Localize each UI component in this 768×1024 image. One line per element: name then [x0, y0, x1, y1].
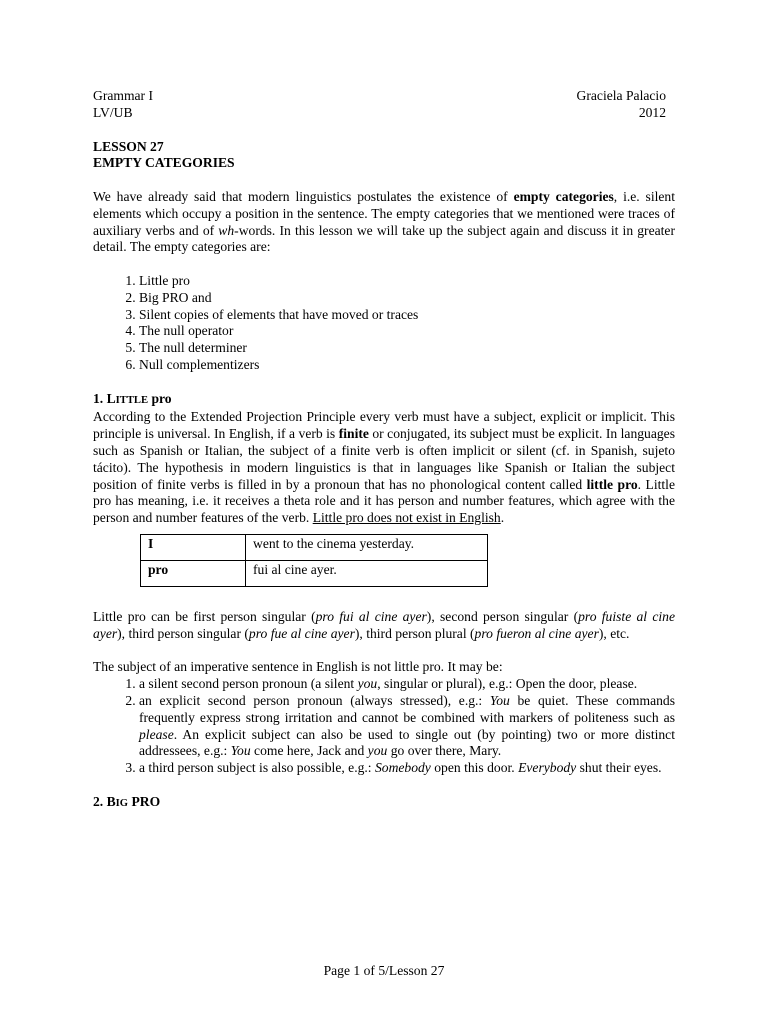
- example-table: [140, 534, 488, 587]
- header-row-1: [93, 88, 675, 105]
- term-empty-categories: empty categories: [513, 188, 614, 204]
- section-heading-big-pro: 2. BIG PRO: [93, 793, 161, 809]
- categories-list: [93, 273, 675, 374]
- lesson-title: EMPTY CATEGORIES: [93, 155, 235, 171]
- list-item: 6. Null complementizers: [139, 357, 675, 374]
- year: 2012: [638, 104, 666, 120]
- imperative-intro: The subject of an imperative sentence in English is not little pro. It may be:: [93, 659, 503, 675]
- list-item: 4. The null operator: [139, 323, 675, 340]
- table-cell-subject: I: [141, 534, 246, 560]
- table-cell-predicate: fui al cine ayer.: [246, 560, 488, 586]
- table-cell-predicate: went to the cinema yesterday.: [246, 534, 488, 560]
- page-footer: Page 1 of 5/Lesson 27: [323, 963, 445, 978]
- section-heading-little-pro: 1. LITTLE pro: [93, 390, 172, 406]
- table-cell-subject: pro: [141, 560, 246, 586]
- list-item: 1. a silent second person pronoun (a silent you, singular or plural), e.g.: Open the door, please.: [139, 676, 675, 693]
- lesson-number: LESSON 27: [93, 138, 164, 154]
- course-name: Grammar I: [93, 88, 154, 103]
- little-pro-paragraph: According to the Extended Projection Principle every verb must have a subject, explicit or implicit. This principle is universal. In English, if a verb is finite or conjugated, its subject must be explicit. In languages such as Spanish or Italian, the subject of a finite verb is often implicit or silent (cf. in Spanish, sujeto tácito). The hypothesis in modern linguistics is that in languages like Spanish or Italian the subject position of finite verbs is filled in by a pronoun that has no phonological content called little pro. Little pro has meaning, i.e. it receives a theta role and it has person and number features, which agree with the person and number features of the verb. Little pro does not exist in English.: [93, 409, 675, 526]
- list-item: 2. an explicit second person pronoun (always stressed), e.g.: You be quiet. These commands frequently express strong irritation and cannot be combined with markers of politeness such as please. An explicit subject can also be used to single out (by pointing) two or more distinct addressees, e.g.: You come here, Jack and you go over there, Mary.: [139, 693, 675, 760]
- intro-paragraph: We have already said that modern linguistics postulates the existence of empty categories, i.e. silent elements which occupy a position in the sentence. The empty categories that we mentioned were traces of auxiliary verbs and of wh-words. In this lesson we will take up the subject again and discuss it in greater detail. The empty categories are:: [93, 188, 675, 255]
- list-item: 3. a third person subject is also possible, e.g.: Somebody open this door. Everybody shut their eyes.: [139, 760, 675, 777]
- list-item: 5. The null determiner: [139, 340, 675, 357]
- header-row-2: [93, 105, 675, 122]
- author-name: Graciela Palacio: [576, 88, 666, 103]
- imperative-list: [93, 676, 675, 777]
- document-page: [93, 88, 675, 812]
- list-item: 2. Big PRO and: [139, 290, 675, 307]
- institution: LV/UB: [93, 104, 133, 120]
- table-row: [141, 560, 488, 586]
- list-item: 3. Silent copies of elements that have moved or traces: [139, 307, 675, 324]
- table-row: [141, 534, 488, 560]
- list-item: 1. Little pro: [139, 273, 675, 290]
- persons-paragraph: Little pro can be first person singular (pro fui al cine ayer), second person singular (pro fuiste al cine ayer), third person singular (pro fue al cine ayer), third person plural (pro fueron al cine ayer), etc.: [93, 608, 675, 641]
